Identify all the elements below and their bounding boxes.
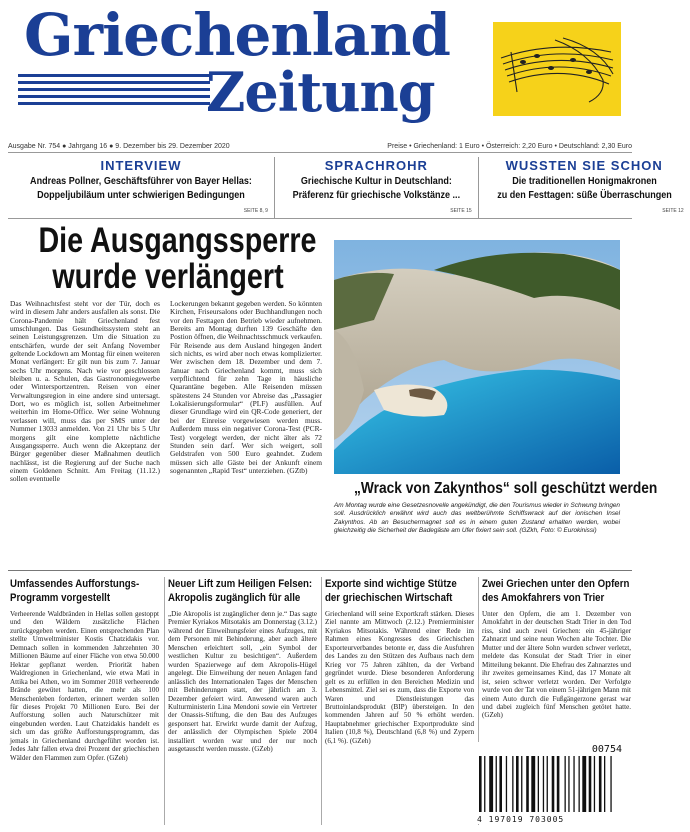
barcode (473, 742, 626, 824)
barcode-digits: 4 197019 703005 (477, 815, 565, 824)
teaser-wussten-sie-schon[interactable] (478, 157, 690, 218)
masthead-stripes (18, 74, 210, 112)
article-trier[interactable] (482, 577, 631, 762)
masthead-title-line2[interactable]: Zeitung (206, 60, 435, 124)
barcode-issue-code: 00754 (591, 744, 622, 755)
article-exporte[interactable] (325, 577, 474, 745)
lead-article-column-2: Lockerungen bekannt gegeben werden. So könnten Kirchen, Friseursalons oder Buchhandlungen noch vor den Festtagen den Betrieb wieder aufnehmen. Bereits am Montag durften 139 Geschäfte den Postion öffnen, die Weihnachtsschmuck verkaufen. Für Reisende aus dem Ausland hingegen ändert sich nichts, es wird aber noch etwas komplizierter. Wer zwischen dem 18. Dezember und dem 7. Januar nach Griechenland kommt, muss sich verpflichtend für zehn Tage in häusliche Quarantäne begeben. Alle Reisenden müssen spätestens 24 Stunden vor Abreise das „Passagier Lokalisierungsformular“ (PLF) ausfüllen. Auf dieser Grundlage wird ein QR-Code generiert, der bei der Einreise vorgewiesen werden muss. Außerdem muss ein negativer Corona-Test (PCR-Test) vorgelegt werden, der nicht älter als 72 Stunden sein darf. Wer sich weigert, soll Geldstrafen von 500 Euro geahndet. Zudem müssen sich alle Gäste bei der Ankunft einem sogenannten „Rapid Test“ unterziehen. (GZtb) (170, 299, 322, 475)
article-headline: Exporte sind wichtige Stütze der griechischen Wirtschaft (325, 578, 457, 604)
photo-caption-text: Am Montag wurde eine Gesetzesnovelle angekündigt, die den Tourismus wieder in Schwung bringen soll. Ausdrücklich erwähnt wird auch das weltberühmte Schiffswrack auf der ionischen Insel Zakynthos. Ab an Besuchermagnet soll es in einem guten Zustand erhalten werden, wobei gleichzeitig die Sicherheit der Badegäste am Ufer fixiert sein soll. (GZkh, Foto: © Eurokinissi) (334, 502, 620, 535)
article-headline: Neuer Lift zum Heiligen Felsen: Akropolis zugänglich für alle (168, 578, 313, 604)
teaser-sprachrohr[interactable] (274, 157, 478, 218)
teaser-line: Andreas Pollner, Geschäftsführer von Bayer Hellas: (30, 175, 252, 187)
column-divider (321, 577, 322, 825)
teaser-line: Doppeljubiläum unter schwierigen Bedingungen (37, 189, 245, 201)
article-akropolis-lift[interactable] (168, 577, 317, 754)
masthead-title-line1[interactable]: Griechenland (24, 1, 450, 69)
article-body: Griechenland will seine Exportkraft stärken. Dieses Ziel nannte am Mittwoch (2.12.) Premierminister Kyriakos Mitsotakis. Während einer Rede im Rahmen eines Kongresses des Griechischen Exporteurverbandes betonte er, dass die Ausfuhren des Landes zu den Stützen des Aufbaus nach dem Krieg vor 75 Jahren zählten, da der Verband gegründet wurde. Diese besonderen Anforderung gelt es zu erfüllen in den Bereichen Medizin und Lebensmittel. Ziel sei es zum, dass die Exporte von Waren und Dienstleistungen das Bruttoinlandsprodukt (BIP) übersteigen. In den kommenden Jahren auf 50 % erhöht werden. Hauptabnehmer griechischer Exportprodukte sind Italien (10,8 %), Deutschland (6,8 %) und Zypern (6,1 %). (GZeh) (325, 610, 474, 745)
headline-line1: Die Ausgangssperre (38, 221, 317, 260)
teaser-page-ref: SEITE 12 (662, 208, 684, 214)
teaser-bar (8, 157, 684, 219)
teaser-page-ref: SEITE 15 (450, 208, 472, 214)
section-divider (8, 570, 632, 571)
article-aufforstung[interactable] (10, 577, 159, 762)
photo-caption-headline[interactable]: „Wrack von Zakynthos“ soll geschützt werden (354, 480, 658, 497)
teaser-page-ref: SEITE 8, 9 (243, 208, 268, 214)
teaser-kicker: WUSSTEN SIE SCHON (505, 158, 663, 173)
teaser-interview[interactable] (8, 157, 274, 218)
article-headline: Zwei Griechen unter den Opfern des Amokfahrers von Trier (482, 578, 630, 604)
article-body: „Die Akropolis ist zugänglicher denn je.“ Das sagte Premier Kyriakos Mitsotakis am Donnerstag (3.12.) während der Einweihungsfeier eines Aufzuges, mit dem Personen mit Behinderung, aber auch ältere Menschen erleichtert soll, „ein Symbol der westlichen Kultur zu besichtigen“. Außerdem wurden Spazierwege auf dem Akropolis-Hügel angelegt. Die Einweihung der neuen Anlagen fand anlässlich des Internationalen Tages der Menschen mit Behinderungen statt, der jährlich am 3. Dezember gefeiert wird. Anwesend waren auch Kulturministerin Lina Mendoni sowie ein Vertreter der Onassis-Stiftung, die den Bau des Aufzuges gesponsert hat. Erwirkt wurde damit der Aufzug, der anlässlich der Olympischen Spiele 2004 installiert worden war und der nur noch ausgetauscht werden musste. (GZeb) (168, 610, 317, 754)
teaser-kicker: SPRACHROHR (324, 158, 428, 173)
lead-headline[interactable] (38, 221, 317, 296)
teaser-line: Griechische Kultur in Deutschland: (300, 175, 452, 187)
masthead (0, 0, 640, 140)
teaser-line: Die traditionellen Honigmakronen (511, 175, 657, 187)
navagio-beach-photo[interactable] (334, 240, 620, 474)
column-divider (164, 577, 165, 825)
issue-info-line (8, 143, 632, 153)
lead-article-column-1: Das Weihnachtsfest steht vor der Tür, doch es wird in diesem Jahr anders ausfallen als sonst. Die Corona-Pandemie hält Griechenland fest umschlungen. Das Gesundheitssystem steht an seinen Leistungsgrenzen. Um die Situation zu entschärfen, wurde der seit Anfang November geltende Lockdown am Montag für einen weiteren Monat verlängert: Er gilt nun bis zum 7. Januar sechs Uhr morgens. Nach wie vor geschlossen bleiben u. a. Schulen, das Gastronomiegewerbe oder Wintersportzentren. Reisen von einer Verwaltungsregion in eine andere sind untersagt. Dort, wo es möglich ist, sollen Arbeitnehmer weiterhin im Home-Office. Wer seine Wohnung verlassen will, muss das per SMS unter der Nummer 13033 anmelden. Von 21 Uhr bis 5 Uhr morgens gilt eine komplette nächtliche Ausgangssperre. Auch wenn die Akzeptanz der Bürger gegenüber dieser Maßnahmen deutlich nachlässt, ist die Regierung auf der Suche nach einem Goldenen Schnitt. Am Freitag (11.12.) sollen eventuelle (10, 299, 160, 484)
article-headline: Umfassendes Aufforstungs-Programm vorgestellt (10, 578, 140, 604)
article-body: Unter den Opfern, die am 1. Dezember von Amokfahrt in der deutschen Stadt Trier in den Tod riss, sind auch zwei Griechen: ein 45-jähriger Zahnarzt und seine neun Wochen alte Tochter. Die Mutter und der ältere Sohn wurden schwer verletzt, meldete das Konsulat der Stadt Trier in einer Mitteilung bekannt. Die Ehefrau des Zahnarztes und ihr zweites gemeinsames Kind, das 17 Monate alt ist, seien schwer verletzt worden. Der Verfolgte wurde von der Tat von einem 51-jährigen Mann mit einem Auto durch die Fußgängerzone gerast war und dabei zugleich fünf Menschen getötet hatte. (GZeh) (482, 610, 631, 720)
teaser-line: Präferenz für griechische Volkstänze ... (292, 189, 461, 201)
teaser-line: zu den Festtagen: süße Überraschungen (496, 189, 672, 201)
price-list: Preise • Griechenland: 1 Euro • Österreich: 2,20 Euro • Deutschland: 2,30 Euro (387, 143, 632, 150)
headline-line2: wurde verlängert (52, 257, 284, 296)
article-body: Verheerende Waldbränden in Hellas sollen gestoppt und den Wäldern zusätzliche Flächen zurückgegeben werden. Einen entsprechenden Plan stellte Umweltminister Kostis Chatzidakis vor. Demnach sollen in kommenden Jahrzehnten 30 Millionen Bäume auf einer Fläche von etwa 50.000 Hektar gepflanzt werden. Priorität haben Waldregionen in Griechenland, wie etwa Mati in Attika bei Athen, wo im Sommer 2018 verheerende Brände gewütet hatten, die mehr als 100 Menschenleben forderten, erinnert werden sollen für dieses Projekt 70 Millionen Euro. Bei der Aufforstung sollen auch Naturschützer mit eingebunden werden. Laut Chatzidakis handelt es sich um das größte Aufforstungsprogramm, das jemals in Griechenland durchgeführt worden ist. Jedes Jahr fallen etwa drei Prozent der griechischen Wälder den Flammen zum Opfer. (GZeh) (10, 610, 159, 762)
teaser-kicker: INTERVIEW (100, 158, 182, 173)
issue-number: Ausgabe Nr. 754 ● Jahrgang 16 ● 9. Dezember bis 29. Dezember 2020 (8, 143, 230, 150)
lyre-logo-icon (493, 22, 621, 116)
